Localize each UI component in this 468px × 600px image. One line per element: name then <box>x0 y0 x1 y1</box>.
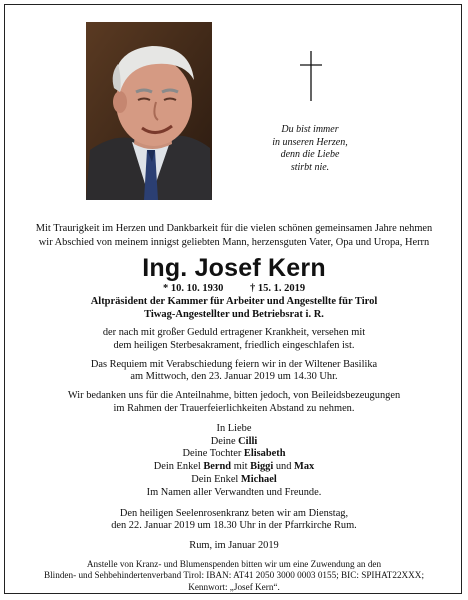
daughter-line <box>0 448 468 461</box>
portrait-photo <box>86 22 212 200</box>
verse-line: denn die Liebe <box>280 149 340 160</box>
wife-prefix: Deine <box>210 435 239 447</box>
grandson2-line <box>0 474 468 487</box>
title-line: Altpräsident der Kammer für Arbeiter und Angestellte für Tirol <box>90 296 378 307</box>
paragraph-line: Wir bedanken uns für die Anteilnahme, bitten jedoch, von Beileidsbezeugungen <box>67 390 401 402</box>
death-date: † 15. 1. 2019 <box>249 283 306 294</box>
life-dates <box>0 283 468 295</box>
intro-text <box>0 222 468 249</box>
relatives-line: Im Namen aller Verwandten und Freunde. <box>146 486 322 498</box>
donation-line: Kennwort: „Josef Kern“. <box>188 581 280 592</box>
paragraph-line: den 22. Januar 2019 um 18.30 Uhr in der Pfarrkirche Rum. <box>111 520 357 532</box>
and-word: und <box>273 461 295 473</box>
wife-line <box>0 436 468 449</box>
paragraph-line: der nach mit großer Geduld ertragener Krankheit, versehen mit <box>102 327 366 338</box>
requiem-paragraph <box>0 359 468 385</box>
verse-line: stirbt nie. <box>290 161 330 173</box>
notice-body <box>0 222 468 593</box>
grandson2-prefix: Dein Enkel <box>191 473 241 485</box>
intro-line: Mit Traurigkeit im Herzen und Dankbarkeit für die vielen schönen gemeinsamen Jahre nehmen <box>35 223 433 234</box>
daughter-prefix: Deine Tochter <box>182 448 244 460</box>
grandson2-name: Michael <box>240 473 277 485</box>
grandson-line <box>0 461 468 474</box>
thanks-paragraph <box>0 390 468 416</box>
verse-line: Du bist immer <box>281 124 339 135</box>
intro-line: wir Abschied von meinem innigst geliebten Mann, herzensguten Vater, Opa und Uropa, Herrn <box>38 236 430 248</box>
partner-name: Biggi <box>250 461 274 473</box>
paragraph-line: dem heiligen Sterbesakrament, friedlich eingeschlafen ist. <box>113 339 355 351</box>
cross-icon <box>298 50 324 102</box>
donation-line: Blinden- und Sehbehindertenverband Tirol: IBAN: AT41 2050 3000 0003 0155; BIC: SPIHAT22XXX; <box>44 570 424 581</box>
portrait-illustration <box>86 22 212 200</box>
deceased-name: Ing. Josef Kern <box>142 254 326 282</box>
daughter-name: Elisabeth <box>243 448 286 460</box>
memorial-verse <box>250 124 370 174</box>
rosary-paragraph <box>0 508 468 534</box>
donation-note <box>0 559 468 594</box>
paragraph-line: am Mittwoch, den 23. Januar 2019 um 14.30 Uhr. <box>130 371 338 383</box>
grandson-name: Bernd <box>203 461 232 473</box>
illness-paragraph <box>0 327 468 353</box>
great-grandchild-name: Max <box>294 461 315 473</box>
verse-line: in unseren Herzen, <box>272 136 348 148</box>
with-word: mit <box>231 461 251 473</box>
grandson-prefix: Dein Enkel <box>153 461 204 473</box>
paragraph-line: Das Requiem mit Verabschiedung feiern wir in der Wiltener Basilika <box>90 358 378 370</box>
place-date: Rum, im Januar 2019 <box>189 540 279 552</box>
birth-date: * 10. 10. 1930 <box>162 283 224 294</box>
in-love-line: In Liebe <box>216 422 252 434</box>
donation-line: Anstelle von Kranz- und Blumenspenden bitten wir um eine Zuwendung an den <box>86 558 382 569</box>
paragraph-line: im Rahmen der Trauerfeierlichkeiten Abstand zu nehmen. <box>113 402 355 414</box>
deceased-titles <box>0 295 468 321</box>
title-line: Tiwag-Angestellter und Betriebsrat i. R. <box>144 309 324 320</box>
paragraph-line: Den heiligen Seelenrosenkranz beten wir am Dienstag, <box>119 507 349 519</box>
wife-name: Cilli <box>238 435 258 447</box>
family-signatures <box>0 423 468 500</box>
